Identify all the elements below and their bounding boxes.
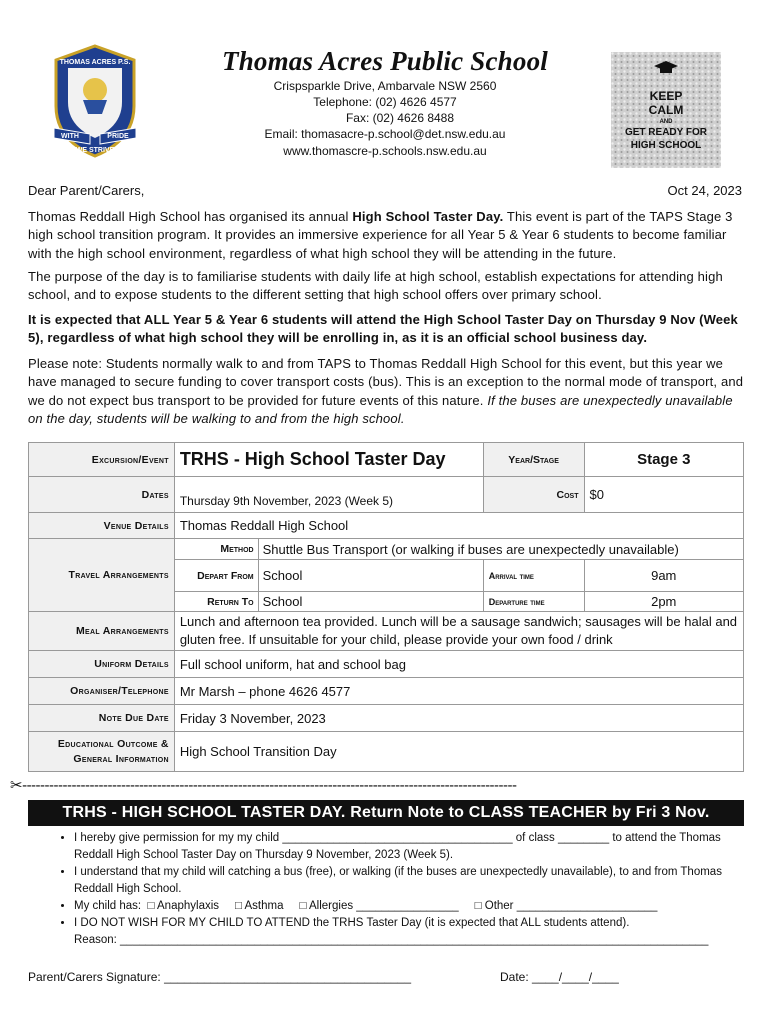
excursion-details-table: [28, 442, 744, 772]
uniform-value: Full school uniform, hat and school bag: [174, 651, 743, 678]
crest-top-text: THOMAS ACRES P.S.: [59, 59, 131, 66]
paragraph-intro: [28, 208, 744, 263]
anaphylaxis-checkbox[interactable]: □ Anaphylaxis: [147, 900, 220, 912]
method-label: Method: [174, 539, 258, 560]
keep-calm-line1: KEEP: [649, 89, 683, 103]
transport-item: • I understand that my child will catching a bus (free), or walking (if the buses are unexpectedly unavailable), to and from Thomas Reddall High School.: [74, 864, 744, 898]
paragraph-note: [28, 355, 744, 428]
paragraph-note-b: If the buses are unexpectedly unavailable on the day, students will be walking to and from the high school.: [28, 392, 733, 426]
paragraph-intro-b: High School Taster Day.: [352, 209, 504, 224]
meal-label: Meal Arrangements: [29, 612, 175, 651]
note-due-value: Friday 3 November, 2023: [174, 705, 743, 732]
travel-label: Travel Arrangements: [29, 539, 175, 612]
method-value: Shuttle Bus Transport (or walking if buses are unexpectedly unavailable): [258, 539, 743, 560]
arrival-value: 9am: [584, 560, 744, 592]
cut-line: ✂--------------------------------------------------------------------------------------------------------------: [10, 777, 517, 794]
paragraph-expectation: It is expected that ALL Year 5 & Year 6 students will attend the High School Taster Day on Thursday 9 Nov (Week 5), regardless of what high school they will be enrolling in, as it is an official school business day.: [28, 312, 738, 346]
return-note-banner: TRHS - HIGH SCHOOL TASTER DAY. Return Note to CLASS TEACHER by Fri 3 Nov.: [28, 800, 744, 826]
paragraph-intro-a: Thomas Reddall High School has organised its annual: [28, 209, 353, 224]
keep-calm-line2: CALM: [648, 103, 684, 117]
event-label: Excursion/Event: [29, 443, 175, 477]
crest-ribbon-bottom: WE STRIVE: [75, 147, 115, 154]
cost-label: Cost: [483, 477, 584, 513]
salutation: Dear Parent/Carers,: [28, 183, 145, 198]
cost-value: $0: [584, 477, 744, 513]
permission-item: • I hereby give permission for my my child ____________________________________ of class ________ to attend the Thomas Reddall High School Taster Day on Thursday 9 November, 2023 (Week 5).: [74, 830, 744, 864]
depart-label: Depart From: [174, 560, 258, 592]
note-due-label: Note Due Date: [29, 705, 175, 732]
opt-out-item: [74, 915, 744, 949]
crest-ribbon-left: WITH: [61, 133, 79, 140]
paragraph-purpose: The purpose of the day is to familiarise students with daily life at high school, establish expectations for attending high school, and to expose students to the different setting that high school offers over primary school.: [28, 269, 723, 303]
return-value: School: [258, 592, 483, 612]
letter-date: Oct 24, 2023: [667, 183, 742, 198]
asthma-checkbox[interactable]: □ Asthma: [235, 900, 284, 912]
uniform-label: Uniform Details: [29, 651, 175, 678]
other-checkbox[interactable]: □ Other ______________________: [474, 900, 658, 912]
dates-value: Thursday 9th November, 2023 (Week 5): [174, 477, 483, 513]
keep-calm-line4: GET READY FOR: [624, 127, 708, 138]
reason-field[interactable]: Reason: ____________________________________________________________________________________________: [74, 934, 709, 946]
medical-item: [74, 898, 744, 915]
school-name: Thomas Acres Public School: [222, 46, 548, 76]
venue-value: Thomas Reddall High School: [174, 513, 743, 539]
paragraph-intro-c: This event is part of the TAPS Stage 3 high school transition program. It provides an immersive experience for all Year 5 & Year 6 students to become familiar with the high school environment, regardless of what high school they will be attending in the future.: [28, 209, 733, 261]
opt-out-text: I DO NOT WISH FOR MY CHILD TO ATTEND the TRHS Taster Day (it is expected that ALL students attend).: [74, 917, 630, 929]
signature-field[interactable]: Parent/Carers Signature: _____________________________________: [28, 970, 411, 984]
return-label: Return To: [174, 592, 258, 612]
event-value: TRHS - High School Taster Day: [174, 443, 483, 477]
keep-calm-line5: HIGH SCHOOL: [630, 140, 702, 151]
school-website: www.thomascre-p.schools.nsw.edu.au: [283, 144, 487, 158]
year-value: Stage 3: [584, 443, 744, 477]
organiser-value: Mr Marsh – phone 4626 4577: [174, 678, 743, 705]
meal-value: Lunch and afternoon tea provided. Lunch will be a sausage sandwich; sausages will be halal and gluten free. If unsuitable for your child, please provide your own food / drink: [174, 612, 743, 651]
return-note-list: [28, 830, 744, 949]
school-telephone: Telephone: (02) 4626 4577: [313, 95, 457, 109]
organiser-label: Organiser/Telephone: [29, 678, 175, 705]
dates-label: Dates: [29, 477, 175, 513]
crest-ribbon-right: PRIDE: [107, 133, 129, 140]
arrival-label: Arrival time: [483, 560, 584, 592]
departure-value: 2pm: [584, 592, 744, 612]
keep-calm-poster: [611, 52, 721, 168]
venue-label: Venue Details: [29, 513, 175, 539]
signature-date-field[interactable]: Date: ____/____/____: [500, 970, 619, 984]
outcome-value: High School Transition Day: [174, 732, 743, 772]
school-address: Crispsparkle Drive, Ambarvale NSW 2560: [273, 79, 497, 93]
departure-label: Departure time: [483, 592, 584, 612]
keep-calm-line3: AND: [659, 119, 673, 125]
paragraph-note-a: Please note: Students normally walk to and from TAPS to Thomas Reddall High School for this event, but this year we have managed to secure funding to cover transport costs (bus). This is an exception to the normal mode of transport, and we do not expect bus transport to be provided for future events of this nature.: [28, 356, 744, 408]
school-email: Email: thomasacre-p.school@det.nsw.edu.au: [264, 127, 506, 141]
outcome-label: Educational Outcome & General Information: [29, 732, 175, 772]
depart-value: School: [258, 560, 483, 592]
year-label: Year/Stage: [483, 443, 584, 477]
allergies-checkbox[interactable]: □ Allergies ________________: [299, 900, 459, 912]
school-fax: Fax: (02) 4626 8488: [345, 111, 455, 125]
medical-prefix: My child has:: [74, 900, 142, 912]
